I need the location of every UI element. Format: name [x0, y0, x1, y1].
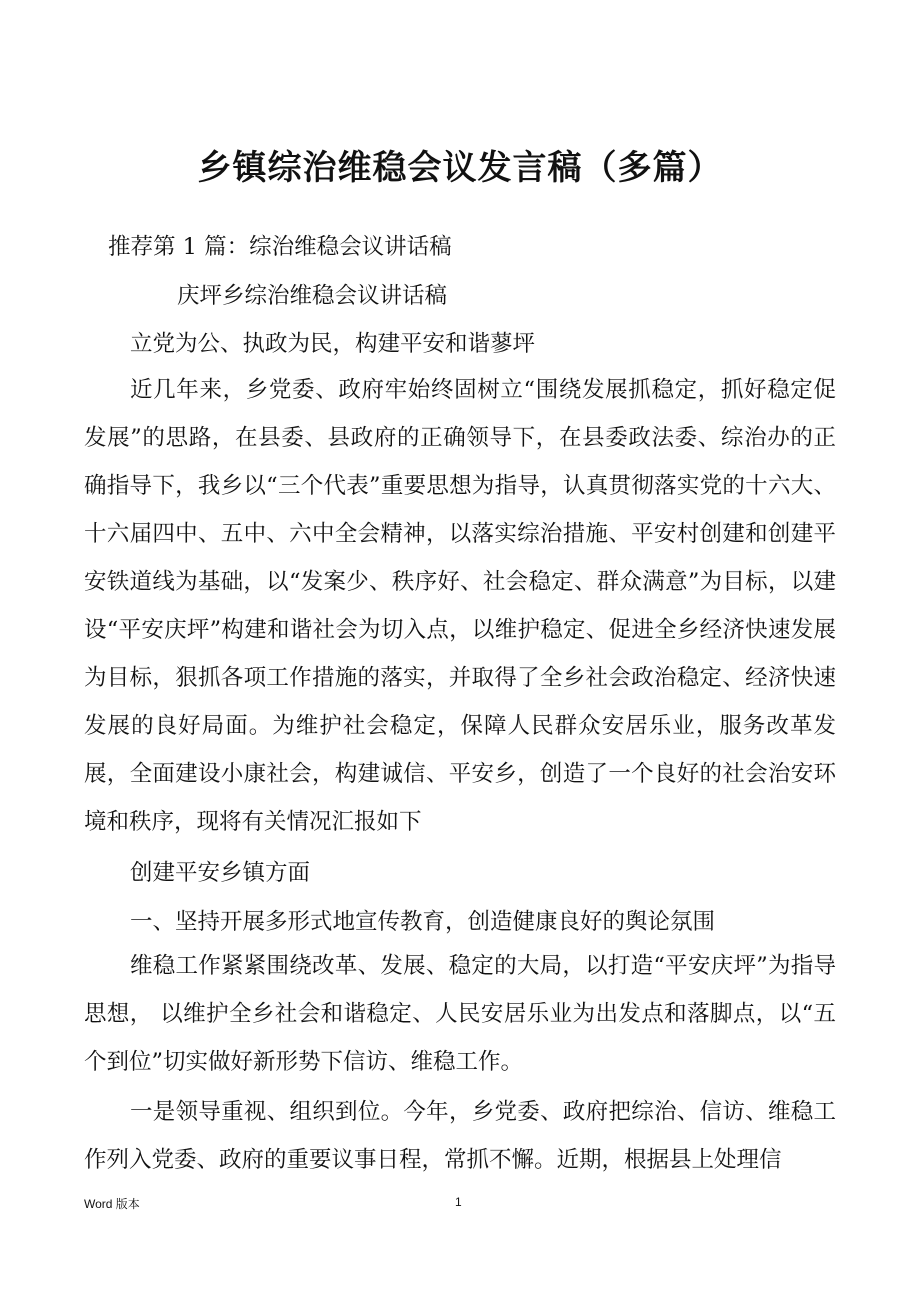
section-heading-one: 一、坚持开展多形式地宣传教育，创造健康良好的舆论氛围 [130, 909, 716, 935]
footer-label: Word 版本 [84, 1197, 140, 1211]
document-title: 乡镇综治维稳会议发言稿（多篇） [197, 148, 723, 188]
body-paragraph-2: 维稳工作紧紧围绕改革、发展、稳定的大局，以打造“平安庆坪”为指导思想， 以维护全乡社会和谐稳定、人民安居乐业为出发点和落脚点，以“五个到位”切实做好新形势下信访、维稳工作。 [84, 953, 836, 1075]
recommend-line: 推荐第 1 篇：综治维稳会议讲话稿 [108, 234, 452, 260]
section-heading-create: 创建平安乡镇方面 [130, 860, 311, 886]
theme-line: 立党为公、执政为民，构建平安和谐蓼坪 [130, 331, 536, 357]
speech-subtitle: 庆坪乡综治维稳会议讲话稿 [177, 283, 448, 309]
body-paragraph-3: 一是领导重视、组织到位。今年，乡党委、政府把综治、信访、维稳工作列入党委、政府的重要议事日程，常抓不懈。近期，根据县上处理信 [84, 1099, 836, 1173]
footer-page-number: 1 [455, 1195, 462, 1209]
body-paragraph-1: 近几年来，乡党委、政府牢始终固树立“围绕发展抓稳定，抓好稳定促发展”的思路，在县委、县政府的正确领导下，在县委政法委、综治办的正确指导下，我乡以“三个代表”重要思想为指导，认真贯彻落实党的十六大、十六届四中、五中、六中全会精神，以落实综治措施、平安村创建和创建平安铁道线为基础，以“发案少、秩序好、社会稳定、群众满意”为目标，以建设“平安庆坪”构建和谐社会为切入点，以维护稳定、促进全乡经济快速发展为目标，狠抓各项工作措施的落实，并取得了全乡社会政治稳定、经济快速发展的良好局面。为维护社会稳定，保障人民群众安居乐业，服务改革发展，全面建设小康社会，构建诚信、平安乡，创造了一个良好的社会治安环境和秩序，现将有关情况汇报如下 [84, 377, 836, 835]
